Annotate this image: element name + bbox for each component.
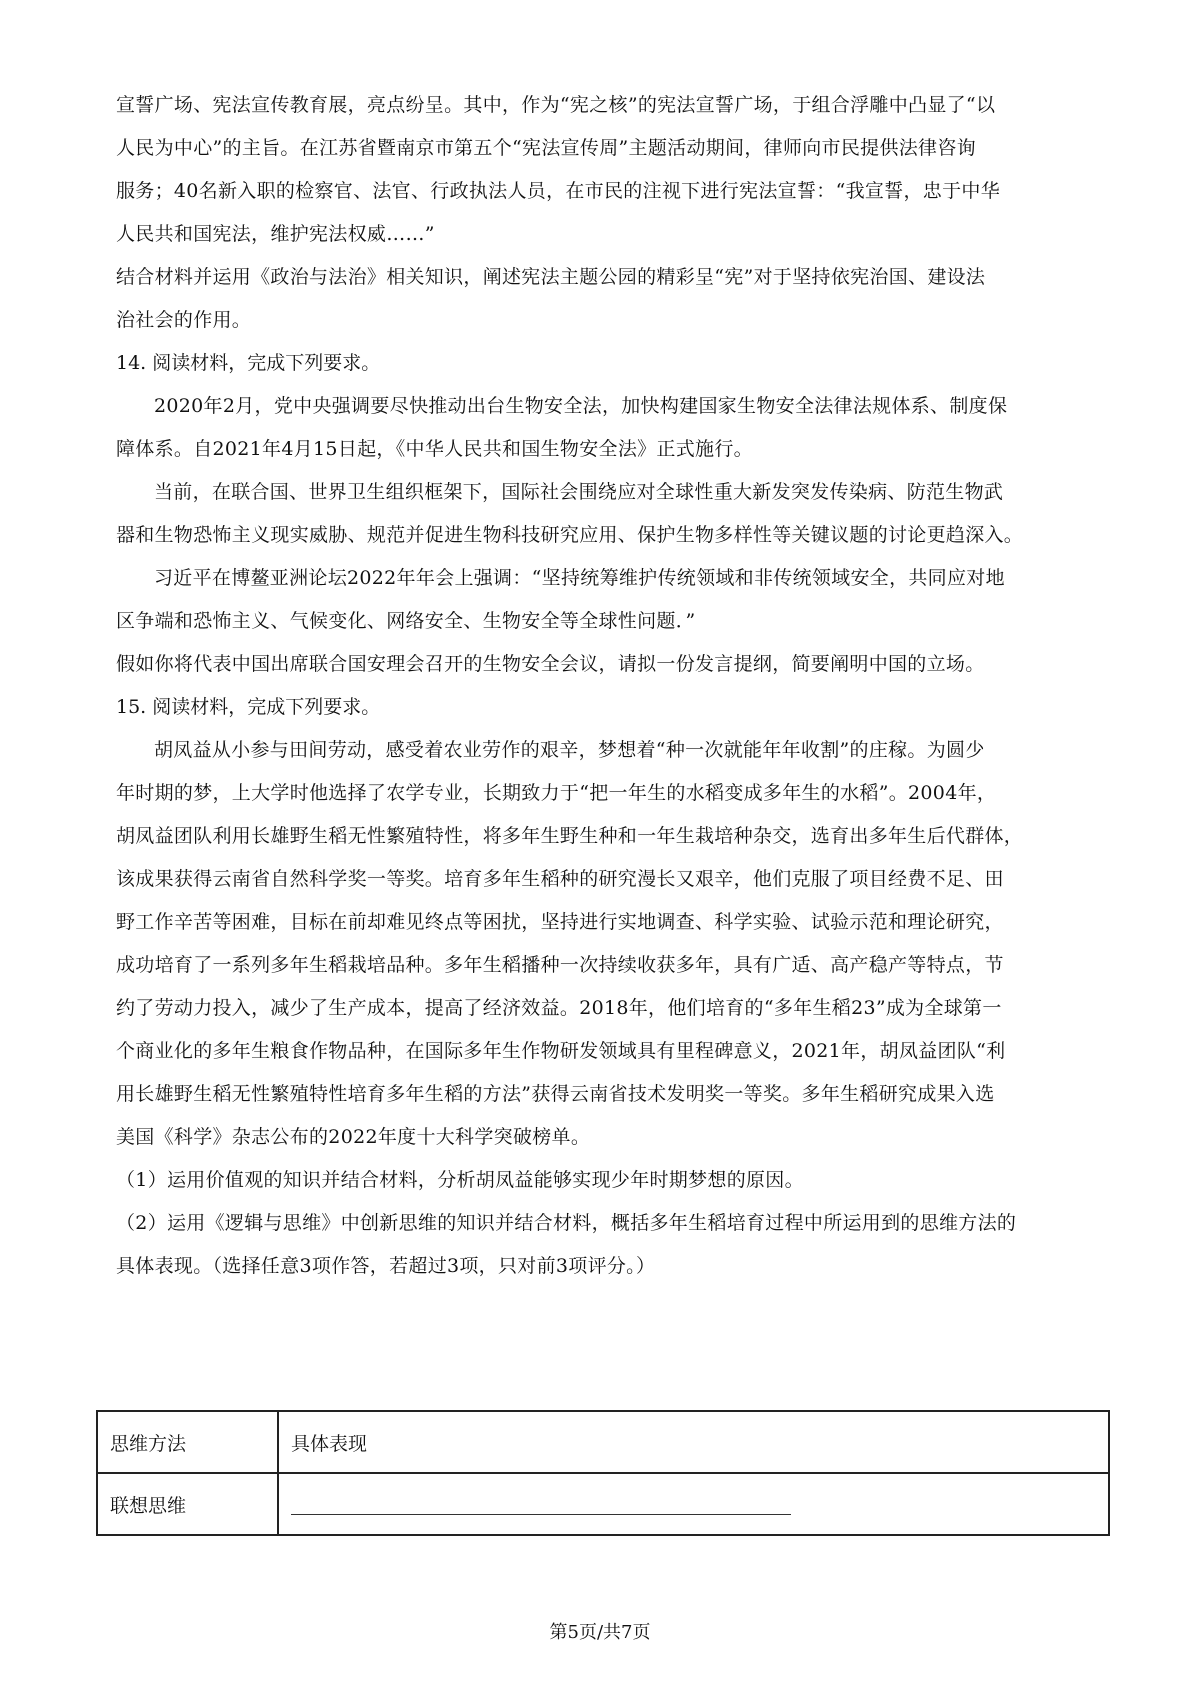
text-line: 胡凤益团队利用长雄野生稻无性繁殖特性，将多年生野生种和一年生栽培种杂交，选育出多年生后代群体，: [116, 825, 1024, 847]
text-line: 当前，在联合国、世界卫生组织框架下，国际社会围绕应对全球性重大新发突发传染病、防范生物武: [154, 481, 1004, 503]
table-header-cell: 具体表现: [278, 1411, 1109, 1473]
q13-prompt: [116, 256, 1106, 342]
page-content: [116, 84, 1106, 1288]
text-line: 障体系。自2021年4月15日起，《中华人民共和国生物安全法》正式施行。: [116, 438, 753, 460]
text-line: 成功培育了一系列多年生稻栽培品种。多年生稻播种一次持续收获多年，具有广适、高产稳产等特点，节: [116, 954, 1004, 976]
question-heading: 15. 阅读材料，完成下列要求。: [116, 696, 381, 718]
table-cell-method: 联想思维: [97, 1473, 278, 1535]
text-line: 区争端和恐怖主义、气候变化、网络安全、生物安全等全球性问题．”: [116, 610, 696, 632]
question-prompt: 假如你将代表中国出席联合国安理会召开的生物安全会议，请拟一份发言提纲，简要阐明中国的立场。: [116, 653, 985, 675]
text-line: 2020年2月，党中央强调要尽快推动出台生物安全法，加快构建国家生物安全法律法规体系、制度保: [154, 395, 1008, 417]
text-line: 约了劳动力投入，减少了生产成本，提高了经济效益。2018年，他们培育的“多年生稻23”成为全球第一: [116, 997, 1002, 1019]
text-line: 用长雄野生稻无性繁殖特性培育多年生稻的方法”获得云南省技术发明奖一等奖。多年生稻研究成果入选: [116, 1083, 995, 1105]
question-14: [116, 342, 1106, 686]
table-header-row: [97, 1411, 1109, 1473]
text-line: 人民为中心”的主旨。在江苏省暨南京市第五个“宪法宣传周”主题活动期间，律师向市民提供法律咨询: [116, 137, 976, 159]
answer-table: [96, 1410, 1110, 1536]
text-line: 胡凤益从小参与田间劳动，感受着农业劳作的艰辛，梦想着“种一次就能年年收割”的庄稼。为圆少: [154, 739, 985, 761]
question-heading: 14. 阅读材料，完成下列要求。: [116, 352, 381, 374]
sub-question-2: （2）运用《逻辑与思维》中创新思维的知识并结合材料，概括多年生稻培育过程中所运用到的思维方法的: [116, 1212, 1017, 1234]
text-line: 该成果获得云南省自然科学奖一等奖。培育多年生稻种的研究漫长又艰辛，他们克服了项目经费不足、田: [116, 868, 1004, 890]
sub-question-2-cont: 具体表现。（选择任意3项作答，若超过3项，只对前3项评分。）: [116, 1255, 656, 1277]
text-line: 结合材料并运用《政治与法治》相关知识，阐述宪法主题公园的精彩呈“宪”对于坚持依宪治国、建设法: [116, 266, 986, 288]
text-line: 野工作辛苦等困难，目标在前却难见终点等困扰，坚持进行实地调查、科学实验、试验示范和理论研究，: [116, 911, 1004, 933]
question-15: [116, 686, 1106, 1288]
table-row: [97, 1473, 1109, 1535]
text-line: 年时期的梦，上大学时他选择了农学专业，长期致力于“把一年生的水稻变成多年生的水稻”。2004年，: [116, 782, 997, 804]
continued-material: [116, 84, 1106, 256]
text-line: 宣誓广场、宪法宣传教育展，亮点纷呈。其中，作为“宪之核”的宪法宣誓广场，于组合浮雕中凸显了“以: [116, 94, 996, 116]
table-cell-answer-blank[interactable]: [278, 1473, 1109, 1535]
page-footer: 第5页/共7页: [549, 1622, 651, 1643]
text-line: 个商业化的多年生粮食作物品种，在国际多年生作物研发领域具有里程碑意义，2021年，胡凤益团队“利: [116, 1040, 1006, 1062]
text-line: 服务；40名新入职的检察官、法官、行政执法人员，在市民的注视下进行宪法宣誓：“我宣誓，忠于中华: [116, 180, 1000, 202]
text-line: 习近平在博鳌亚洲论坛2022年年会上强调：“坚持统筹维护传统领域和非传统领域安全，共同应对地: [154, 567, 1005, 589]
text-line: 人民共和国宪法，维护宪法权威……”: [116, 223, 435, 245]
text-line: 美国《科学》杂志公布的2022年度十大科学突破榜单。: [116, 1126, 591, 1148]
table-header-cell: 思维方法: [97, 1411, 278, 1473]
text-line: 治社会的作用。: [116, 309, 252, 331]
sub-question-1: （1）运用价值观的知识并结合材料，分析胡凤益能够实现少年时期梦想的原因。: [116, 1169, 804, 1191]
answer-blank-line[interactable]: [291, 1494, 791, 1515]
text-line: 器和生物恐怖主义现实威胁、规范并促进生物科技研究应用、保护生物多样性等关键议题的讨论更趋深入。: [116, 524, 1024, 546]
